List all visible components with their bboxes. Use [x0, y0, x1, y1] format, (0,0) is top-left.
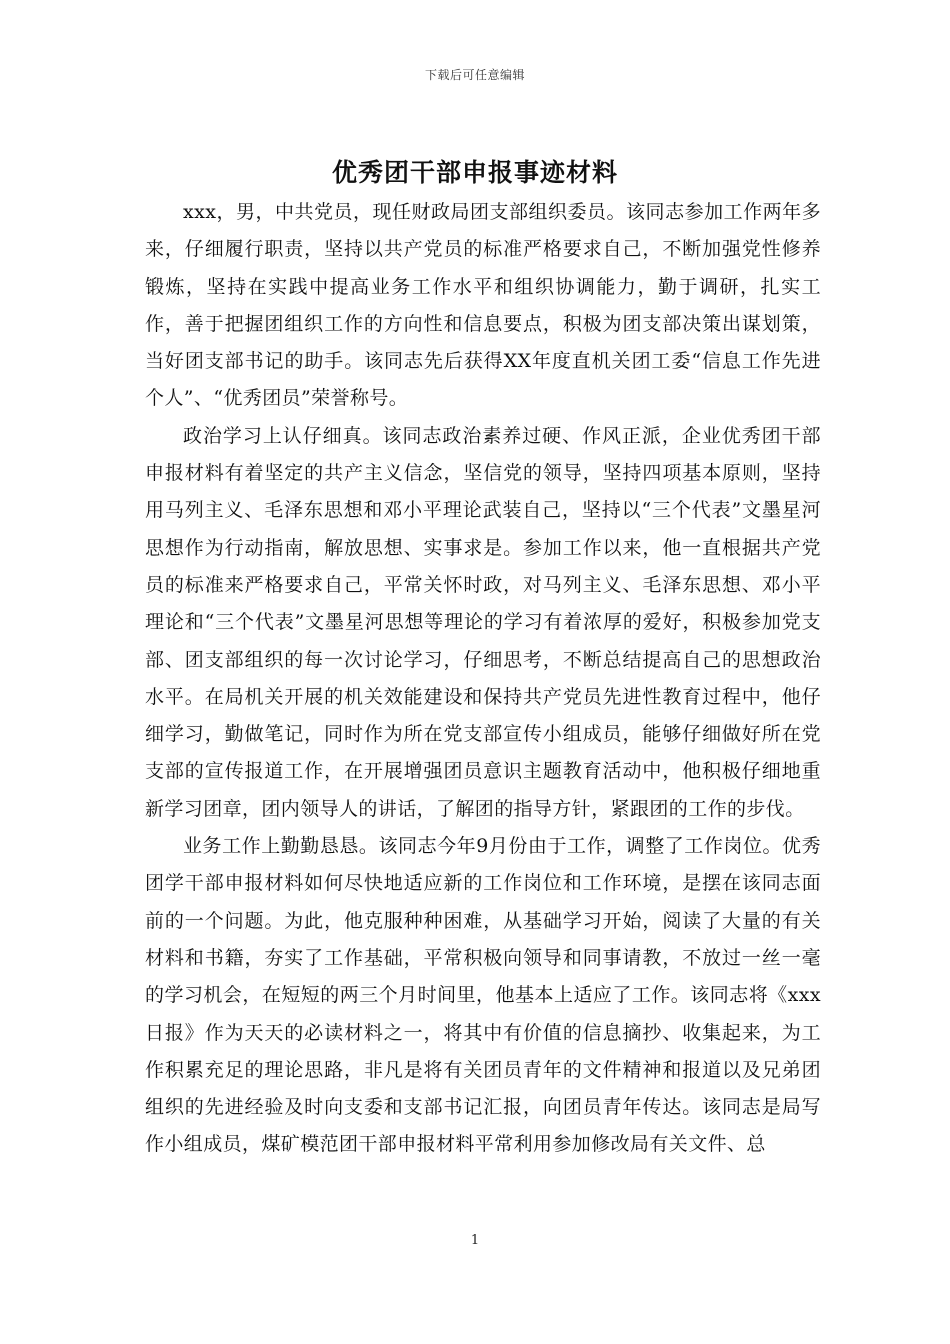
paragraph-1: xxx，男，中共党员，现任财政局团支部组织委员。该同志参加工作两年多来，仔细履行职责，坚持以共产党员的标准严格要求自己，不断加强党性修养锻炼，坚持在实践中提高业务工作水平和组织协调能力，勤于调研，扎实工作，善于把握团组织工作的方向性和信息要点，积极为团支部决策出谋划策，当好团支部书记的助手。该同志先后获得XX年度直机关团工委“信息工作先进个人”、“优秀团员”荣誉称号。: [145, 201, 821, 410]
paragraph-2: 政治学习上认仔细真。该同志政治素养过硬、作风正派，企业优秀团干部申报材料有着坚定的共产主义信念，坚信党的领导，坚持四项基本原则，坚持用马列主义、毛泽东思想和邓小平理论武装自己，坚持以“三个代表”文墨星河思想作为行动指南，解放思想、实事求是。参加工作以来，他一直根据共产党员的标准来严格要求自己，平常关怀时政，对马列主义、毛泽东思想、邓小平理论和“三个代表”文墨星河思想等理论的学习有着浓厚的爱好，积极参加党支部、团支部组织的每一次讨论学习，仔细思考，不断总结提高自己的思想政治水平。在局机关开展的机关效能建设和保持共产党员先进性教育过程中，他仔细学习，勤做笔记，同时作为所在党支部宣传小组成员，能够仔细做好所在党支部的宣传报道工作，在开展增强团员意识主题教育活动中，他积极仔细地重新学习团章，团内领导人的讲话，了解团的指导方针，紧跟团的工作的步伐。: [145, 424, 821, 820]
header-note: 下载后可任意编辑: [424, 68, 525, 82]
paragraph-3: 业务工作上勤勤恳恳。该同志今年9月份由于工作，调整了工作岗位。优秀团学干部申报材料如何尽快地适应新的工作岗位和工作环境，是摆在该同志面前的一个问题。为此，他克服种种困难，从基础学习开始，阅读了大量的有关材料和书籍，夯实了工作基础，平常积极向领导和同事请教，不放过一丝一毫的学习机会，在短短的两三个月时间里，他基本上适应了工作。该同志将《xxx日报》作为天天的必读材料之一，将其中有价值的信息摘抄、收集起来，为工作积累充足的理论思路，非凡是将有关团员青年的文件精神和报道以及兄弟团组织的先进经验及时向支委和支部书记汇报，向团员青年传达。该同志是局写作小组成员，煤矿模范团干部申报材料平常利用参加修改局有关文件、总: [145, 835, 821, 1156]
page-number: 1: [470, 1233, 480, 1248]
document-title: 优秀团干部申报事迹材料: [331, 158, 618, 187]
document-body: [145, 194, 821, 1164]
